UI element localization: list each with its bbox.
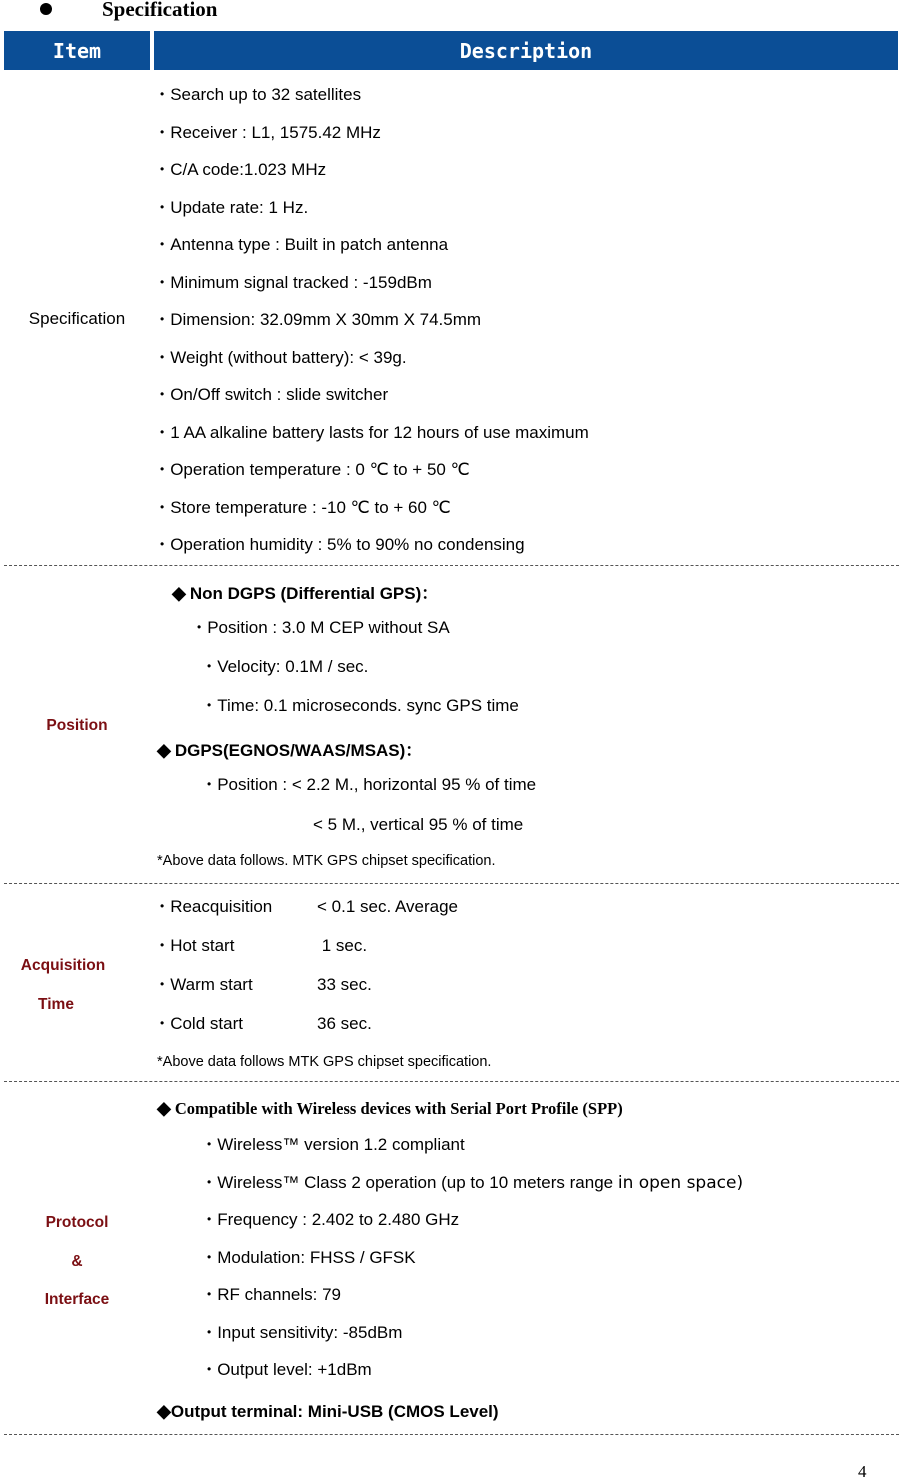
non-dgps-title: ◆ Non DGPS (Differential GPS)： bbox=[172, 583, 439, 603]
protocol-label-1: Protocol bbox=[45, 1214, 109, 1231]
dot-icon: • bbox=[160, 162, 165, 176]
dgps-item-continued: < 5 M., vertical 95 % of time bbox=[313, 815, 524, 834]
spec-item: • Receiver : L1, 1575.42 MHz bbox=[160, 122, 381, 142]
dot-icon: • bbox=[160, 349, 165, 364]
dot-icon: • bbox=[207, 1175, 212, 1189]
spec-item: • Dimension: 32.09mm X 30mm X 74.5mm bbox=[160, 310, 482, 329]
dot-icon: • bbox=[207, 777, 212, 791]
acquisition-row: • Warm start bbox=[160, 975, 253, 994]
spec-item: • Operation temperature : 0 ℃ to + 50 ℃ bbox=[160, 460, 470, 479]
compat-title: ◆ Compatible with Wireless devices with Serial Port Profile (SPP) bbox=[157, 1098, 623, 1118]
acquisition-value: 1 sec. bbox=[317, 936, 368, 955]
acquisition-row: • Cold start bbox=[160, 1014, 243, 1033]
diamond-icon: ◆ bbox=[172, 583, 186, 603]
protocol-item: • Output level: +1dBm bbox=[207, 1360, 372, 1379]
header-item: Item bbox=[4, 31, 150, 70]
dot-icon: • bbox=[160, 124, 165, 139]
protocol-item: • Wireless™ version 1.2 compliant bbox=[207, 1135, 465, 1154]
spec-item: • Minimum signal tracked : -159dBm bbox=[160, 272, 432, 292]
spec-label: Specification bbox=[28, 309, 126, 328]
section-heading bbox=[40, 0, 218, 22]
page-number: 4 bbox=[858, 1462, 867, 1481]
dot-icon: • bbox=[160, 199, 165, 214]
separator bbox=[4, 883, 899, 884]
dot-icon: • bbox=[160, 938, 165, 952]
dot-icon: • bbox=[207, 698, 212, 712]
position-label: Position bbox=[46, 717, 108, 734]
position-note: *Above data follows. MTK GPS chipset specification. bbox=[157, 853, 496, 869]
non-dgps-item: • Position : 3.0 M CEP without SA bbox=[197, 618, 450, 637]
protocol-item: • Frequency : 2.402 to 2.480 GHz bbox=[207, 1210, 460, 1229]
dot-icon: • bbox=[160, 977, 165, 991]
diamond-icon: ◆ bbox=[157, 1098, 171, 1118]
bullet-icon bbox=[40, 3, 52, 15]
dot-icon: • bbox=[160, 1016, 165, 1030]
spec-item: • Store temperature : -10 ℃ to + 60 ℃ bbox=[160, 497, 451, 517]
acquisition-note: *Above data follows MTK GPS chipset specification. bbox=[157, 1054, 492, 1070]
acquisition-value: 33 sec. bbox=[317, 975, 372, 994]
dot-icon: • bbox=[207, 659, 212, 673]
spec-item: • On/Off switch : slide switcher bbox=[160, 385, 389, 404]
non-dgps-item: • Velocity: 0.1M / sec. bbox=[207, 657, 369, 676]
non-dgps-item: • Time: 0.1 microseconds. sync GPS time bbox=[207, 696, 519, 715]
dot-icon: • bbox=[160, 237, 165, 251]
acquisition-row: • Reacquisition bbox=[160, 897, 273, 916]
separator bbox=[4, 1434, 899, 1435]
spec-item: • Operation humidity : 5% to 90% no condensing bbox=[160, 535, 525, 554]
spec-item: • 1 AA alkaline battery lasts for 12 hours of use maximum bbox=[160, 422, 589, 442]
dot-icon: • bbox=[160, 87, 165, 101]
spec-item: • Search up to 32 satellites bbox=[160, 85, 362, 104]
dot-icon: • bbox=[207, 1362, 212, 1376]
spec-item: • C/A code:1.023 MHz bbox=[160, 160, 327, 179]
dot-icon: • bbox=[207, 1325, 212, 1339]
acquisition-value: < 0.1 sec. Average bbox=[317, 897, 458, 916]
protocol-item: • Wireless™ Class 2 operation (up to 10 meters range in open space) bbox=[207, 1173, 744, 1193]
heading-text: Specification bbox=[102, 0, 218, 21]
separator bbox=[4, 1081, 899, 1082]
dot-icon: • bbox=[207, 1250, 212, 1264]
protocol-label-2: & bbox=[71, 1253, 83, 1270]
diamond-icon: ◆ bbox=[157, 1401, 171, 1421]
acquisition-row: • Hot start bbox=[160, 936, 235, 955]
acquisition-label-2: Time bbox=[38, 996, 74, 1013]
dgps-item: • Position : < 2.2 M., horizontal 95 % of time bbox=[207, 775, 537, 794]
output-terminal: ◆Output terminal: Mini-USB (CMOS Level) bbox=[157, 1401, 499, 1421]
dot-icon: • bbox=[160, 312, 165, 326]
header-description: Description bbox=[154, 31, 898, 70]
dot-icon: • bbox=[160, 537, 165, 551]
acquisition-value: 36 sec. bbox=[317, 1014, 372, 1033]
protocol-item: • Modulation: FHSS / GFSK bbox=[207, 1248, 416, 1267]
spec-item: • Weight (without battery): < 39g. bbox=[160, 347, 407, 367]
dot-icon: • bbox=[160, 424, 165, 439]
diamond-icon: ◆ bbox=[157, 740, 171, 760]
protocol-label-3: Interface bbox=[44, 1291, 110, 1308]
spec-item: • Antenna type : Built in patch antenna bbox=[160, 235, 449, 254]
protocol-item: • RF channels: 79 bbox=[207, 1285, 341, 1304]
dgps-title: ◆ DGPS(EGNOS/WAAS/MSAS)： bbox=[157, 740, 423, 760]
dot-icon: • bbox=[160, 899, 165, 913]
dot-icon: • bbox=[197, 620, 202, 634]
dot-icon: • bbox=[160, 462, 165, 476]
spec-item: • Update rate: 1 Hz. bbox=[160, 197, 309, 217]
dot-icon: • bbox=[207, 1212, 212, 1226]
dot-icon: • bbox=[207, 1137, 212, 1151]
dot-icon: • bbox=[160, 274, 165, 289]
dot-icon: • bbox=[207, 1287, 212, 1301]
protocol-item: • Input sensitivity: -85dBm bbox=[207, 1323, 403, 1342]
dot-icon: • bbox=[160, 499, 165, 514]
dot-icon: • bbox=[160, 387, 165, 401]
separator bbox=[4, 565, 899, 566]
acquisition-label-1: Acquisition bbox=[20, 957, 106, 974]
